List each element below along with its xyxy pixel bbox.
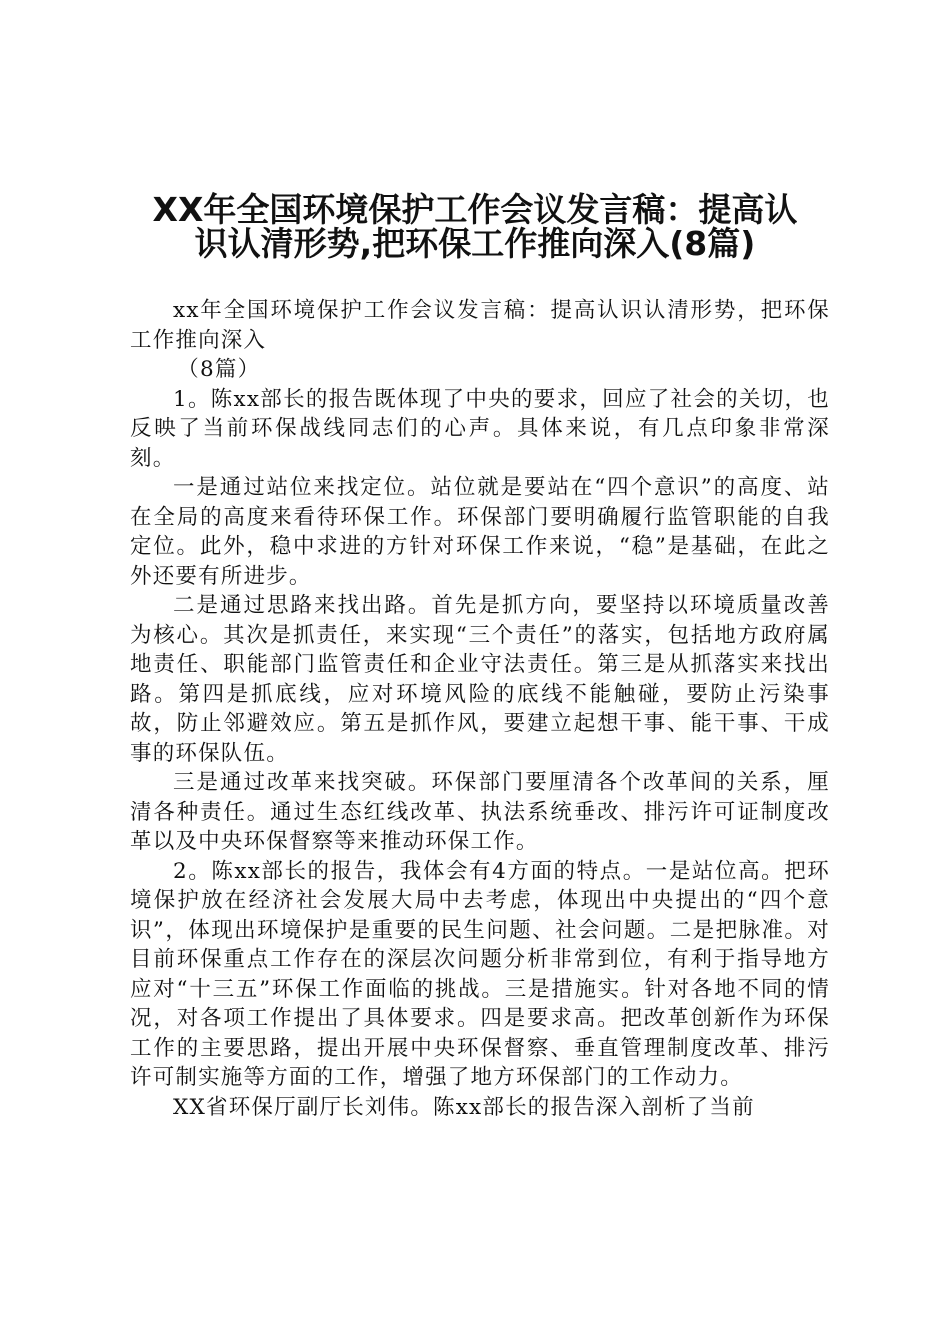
document-title-line-1: XX年全国环境保护工作会议发言稿：提高认 bbox=[152, 190, 798, 229]
subtitle-count: （8篇） bbox=[177, 357, 261, 382]
body-paragraph: 二是通过思路来找出路。首先是抓方向，要坚持以环境质量改善为核心。其次是抓责任，来实现“三个责任”的落实，包括地方政府属地责任、职能部门监管责任和企业守法责任。第三是从抓落实来找出路。第四是抓底线，应对环境风险的底线不能触碰，要防止污染事故，防止邻避效应。第五是抓作风，要建立起想干事、能干事、干成事的环保队伍。 bbox=[130, 593, 830, 766]
body-paragraph: XX省环保厅副厅长刘伟。陈xx部长的报告深入剖析了当前 bbox=[173, 1094, 755, 1120]
body-paragraph: 2。陈xx部长的报告，我体会有4方面的特点。一是站位高。把环境保护放在经济社会发展大局中去考虑，体现出中央提出的“四个意识”，体现出环境保护是重要的民生问题、社会问题。二是把脉准。对目前环保重点工作存在的深层次问题分析非常到位，有利于指导地方应对“十三五”环保工作面临的挑战。三是措施实。针对各地不同的情况，对各项工作提出了具体要求。四是要求高。把改革创新作为环保工作的主要思路，提出开展中央环保督察、垂直管理制度改革、排污许可制实施等方面的工作，增强了地方环保部门的工作动力。 bbox=[130, 858, 830, 1090]
body-paragraph: 一是通过站位来找定位。站位就是要站在“四个意识”的高度、站在全局的高度来看待环保工作。环保部门要明确履行监管职能的自我定位。此外，稳中求进的方针对环保工作来说，“稳”是基础，在此之外还要有所进步。 bbox=[130, 475, 830, 589]
document-body bbox=[130, 296, 830, 1122]
body-paragraph: 1。陈xx部长的报告既体现了中央的要求，回应了社会的关切，也反映了当前环保战线同志们的心声。具体来说，有几点印象非常深刻。 bbox=[130, 386, 830, 471]
body-paragraph: 三是通过改革来找突破。环保部门要厘清各个改革间的关系，厘清各种责任。通过生态红线改革、执法系统垂改、排污许可证制度改革以及中央环保督察等来推动环保工作。 bbox=[130, 770, 830, 854]
document-title-line-2: 识认清形势,把环保工作推向深入(8篇) bbox=[194, 224, 756, 263]
subtitle-paragraph: xx年全国环境保护工作会议发言稿：提高认识认清形势，把环保工作推向深入 bbox=[130, 298, 830, 353]
